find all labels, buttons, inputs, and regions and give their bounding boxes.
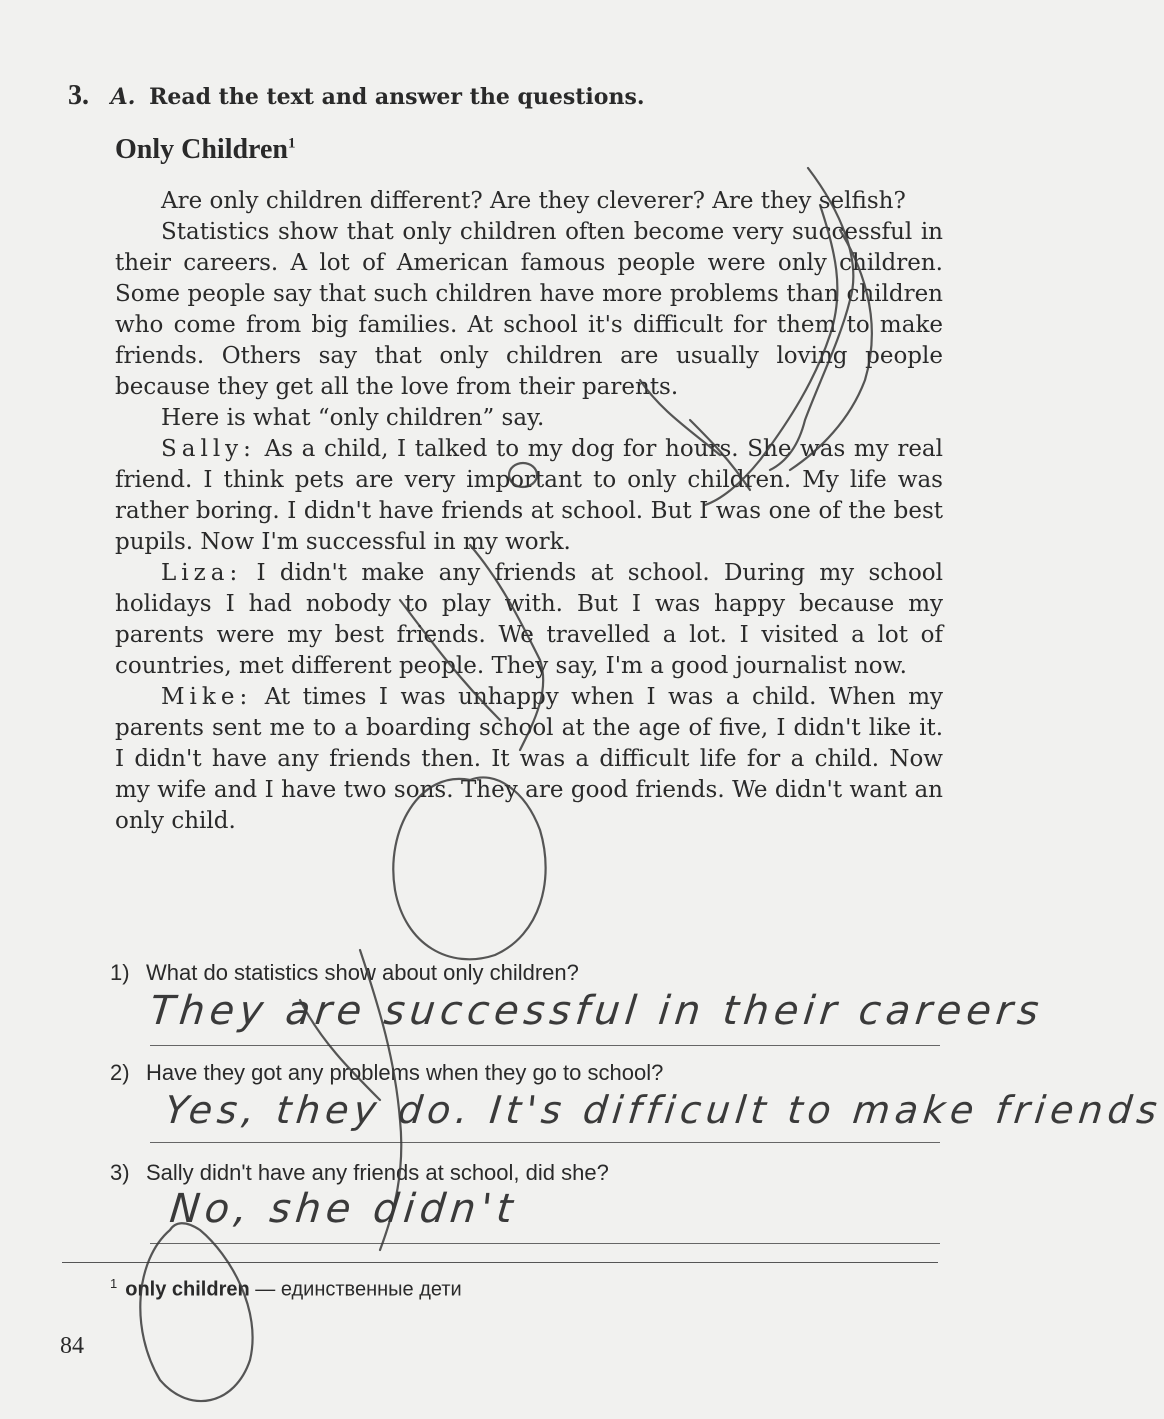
question-1-number: 1)	[110, 960, 130, 985]
footnote-term: only children	[125, 1278, 250, 1301]
answer-2[interactable]: Yes, they do. It's difficult to make friends	[162, 1088, 1164, 1132]
speaker-liza: Liza:	[161, 560, 243, 586]
mike-text: At times I was unhappy when I was a child. When my parents sent me to a boarding school at the age of five, I didn't like it. I didn't have any friends then. It was a difficult life for a child. Now my wife and I have two sons. They are good friends. We didn't want an only child.	[115, 684, 943, 834]
reading-text	[115, 186, 943, 837]
footnote-divider	[62, 1262, 938, 1263]
question-3	[110, 1160, 609, 1186]
paragraph-1: Are only children different? Are they cleverer? Are they selfish?	[161, 188, 906, 214]
question-1-text: What do statistics show about only children?	[146, 960, 579, 985]
question-1	[110, 960, 579, 986]
footnote-translation: единственные дети	[280, 1278, 462, 1301]
question-2-number: 2)	[110, 1060, 130, 1085]
footnote	[110, 1276, 462, 1302]
speaker-mike: Mike:	[161, 684, 253, 710]
footnote-ref: 1	[110, 1276, 118, 1291]
question-3-text: Sally didn't have any friends at school, did she?	[146, 1160, 609, 1185]
answer-2-line	[150, 1142, 940, 1143]
task-instruction: Read the text and answer the questions.	[149, 84, 645, 110]
paragraph-mike	[115, 682, 943, 837]
speaker-sally: Sally:	[161, 436, 256, 462]
page-number: 84	[60, 1333, 84, 1359]
footnote-dash: —	[255, 1278, 276, 1301]
paragraph-liza	[115, 558, 943, 682]
question-2-text: Have they got any problems when they go to school?	[146, 1060, 664, 1085]
answer-1[interactable]: They are successful in their careers	[147, 988, 1046, 1034]
paragraph-2: Statistics show that only children often become very successful in their careers. A lot of American famous people were only children. Some people say that such children have more problems than children who come from big families. At school it's difficult for them to make friends. Others say that only children are usually loving people because they get all the love from their parents.	[115, 219, 943, 400]
task-number: 3.	[68, 80, 89, 111]
pencil-loop-bottom	[140, 1223, 252, 1401]
title-text: Only Children	[115, 134, 288, 165]
paragraph-3: Here is what “only children” say.	[161, 405, 545, 431]
question-2	[110, 1060, 663, 1086]
title-footnote-ref: 1	[287, 135, 296, 152]
task-letter: A.	[110, 84, 136, 110]
answer-1-line	[150, 1045, 940, 1046]
answer-3[interactable]: No, she didn't	[167, 1186, 520, 1232]
paragraph-sally	[115, 434, 943, 558]
question-3-number: 3)	[110, 1160, 130, 1185]
text-title	[115, 134, 295, 166]
task-header	[68, 80, 645, 112]
liza-text: I didn't make any friends at school. During my school holidays I had nobody to play with. But I was happy because my parents were my best friends. We travelled a lot. I visited a lot of countries, met different people. They say, I'm a good journalist now.	[115, 560, 943, 679]
sally-text: As a child, I talked to my dog for hours. She was my real friend. I think pets are very important to only children. My life was rather boring. I didn't have friends at school. But I was one of the best pupils. Now I'm successful in my work.	[115, 436, 944, 555]
answer-3-line	[150, 1243, 940, 1244]
